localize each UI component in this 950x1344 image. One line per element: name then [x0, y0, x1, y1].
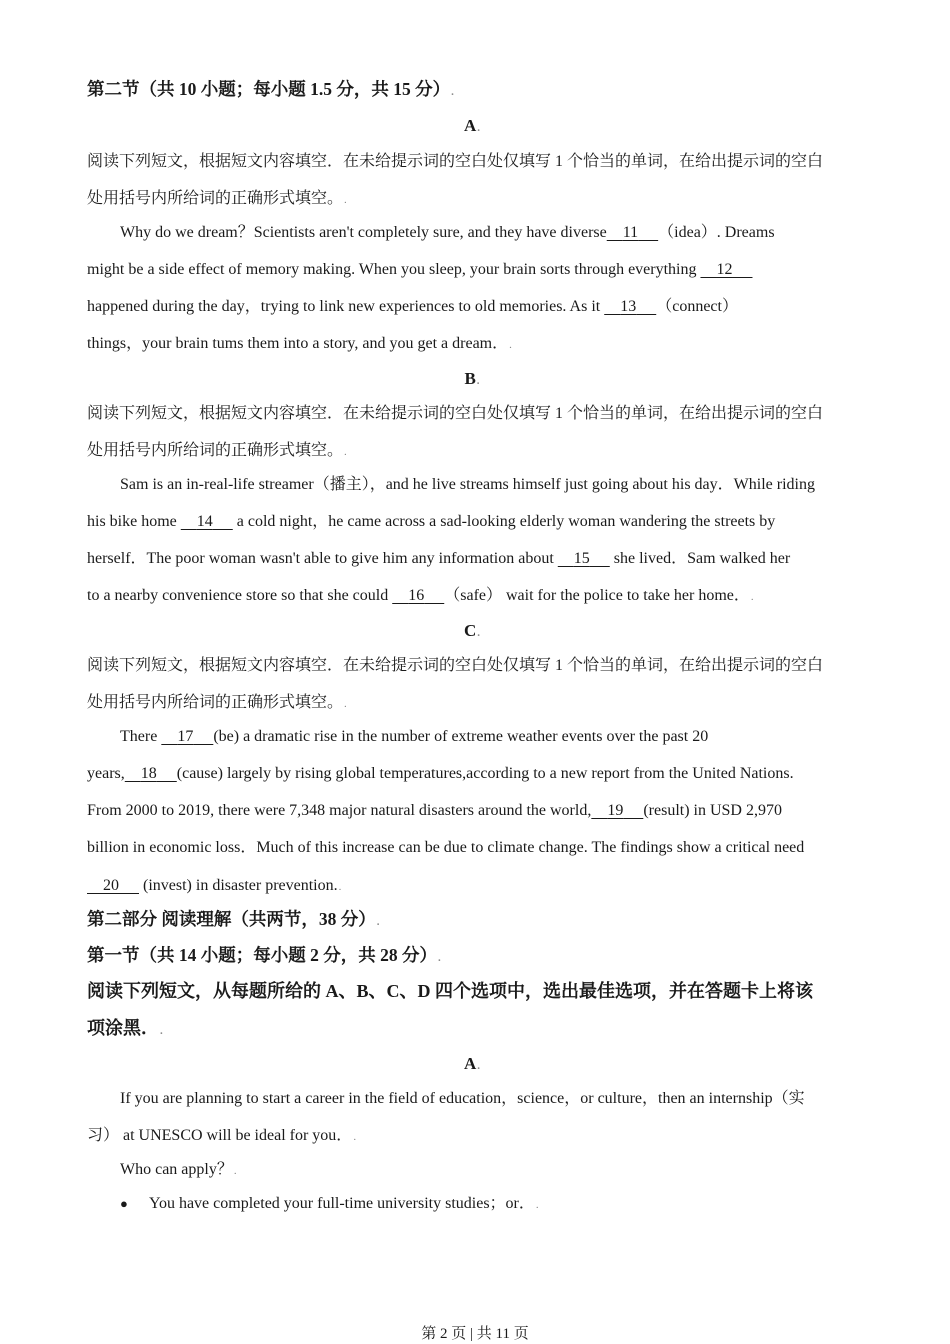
passage-line: might be a side effect of memory making. When you sleep, your brain sorts through everything 12	[87, 260, 752, 280]
instructions-line: 项涂黑．.	[87, 1018, 163, 1038]
answer-blank: 20	[103, 877, 119, 894]
bullet-icon: ●	[120, 1196, 128, 1211]
answer-blank: 15	[573, 550, 590, 567]
passage-line: If you are planning to start a career in the field of education，science，or culture，then an internship（实	[120, 1090, 805, 1107]
answer-blank: 18	[140, 765, 157, 782]
section-header: 第一节（共 14 小题；每小题 2 分，共 28 分）.	[87, 945, 441, 965]
passage-line: his bike home 14 a cold night，he came across a sad-looking elderly woman wandering the streets by	[87, 513, 776, 530]
page-footer: 第 2 页 | 共 11 页	[421, 1326, 529, 1342]
passage-line: There 17 (be) a dramatic rise in the number of extreme weather events over the past 20	[120, 728, 709, 745]
instructions-line: 阅读下列短文，从每题所给的 A、B、C、D 四个选项中，选出最佳选项，并在答题卡上将该	[87, 981, 813, 1001]
passage-line: Sam is an in-real-life streamer（播主），and he live streams himself just going about his day．While riding	[120, 476, 815, 493]
passage-label-c: C.	[463, 621, 481, 640]
instructions-line: 处用括号内所给词的正确形式填空。.	[87, 442, 347, 459]
answer-blank: 14	[196, 513, 213, 530]
passage-label-a: A.	[463, 1054, 481, 1073]
instructions-line: 处用括号内所给词的正确形式填空。.	[87, 694, 347, 711]
answer-blank: 13	[620, 298, 637, 315]
passage-line: Why do we dream？Scientists aren't completely sure, and they have diverse 11 （idea）. Dreams	[120, 224, 775, 241]
list-item: You have completed your full-time university studies；or．.	[149, 1195, 539, 1212]
instructions-line: 阅读下列短文，根据短文内容填空．在未给提示词的空白处仅填写 1 个恰当的单词，在给出提示词的空白	[87, 153, 824, 170]
passage-line: things，your brain tums them into a story, and you get a dream．.	[87, 335, 512, 352]
section-header: 第二节（共 10 小题；每小题 1.5 分，共 15 分）.	[87, 79, 454, 99]
passage-line: to a nearby convenience store so that she could 16 （safe） wait for the police to take her home．.	[87, 587, 754, 604]
answer-blank: 16	[408, 587, 425, 604]
answer-blank: 17	[177, 728, 194, 745]
passage-line: happened during the day，trying to link new experiences to old memories. As it 13 （connect）	[87, 298, 738, 315]
passage-line: Who can apply？.	[120, 1161, 237, 1178]
answer-blank: 12	[716, 261, 733, 278]
passage-line: billion in economic loss．Much of this increase can be due to climate change. The findings show a critical need	[87, 839, 805, 856]
instructions-line: 处用括号内所给词的正确形式填空。.	[87, 190, 347, 207]
answer-blank: 19	[607, 802, 624, 819]
part-header: 第二部分 阅读理解（共两节，38 分）.	[87, 909, 380, 929]
passage-line: 习） at UNESCO will be ideal for you．.	[87, 1127, 357, 1144]
instructions-line: 阅读下列短文，根据短文内容填空．在未给提示词的空白处仅填写 1 个恰当的单词，在给出提示词的空白	[87, 657, 824, 674]
passage-line: 20 (invest) in disaster prevention..	[87, 876, 341, 897]
passage-line: herself．The poor woman wasn't able to give him any information about 15 she lived．Sam walked her	[87, 550, 791, 567]
passage-label-b: B.	[464, 369, 480, 388]
answer-blank: 11	[622, 224, 639, 241]
passage-line: years, 18 (cause) largely by rising global temperatures,according to a new report from the United Nations.	[87, 765, 794, 782]
passage-line: From 2000 to 2019, there were 7,348 major natural disasters around the world, 19 (result) in USD 2,970	[87, 802, 782, 819]
passage-label-a: A.	[463, 116, 481, 135]
instructions-line: 阅读下列短文，根据短文内容填空．在未给提示词的空白处仅填写 1 个恰当的单词，在给出提示词的空白	[87, 405, 824, 422]
